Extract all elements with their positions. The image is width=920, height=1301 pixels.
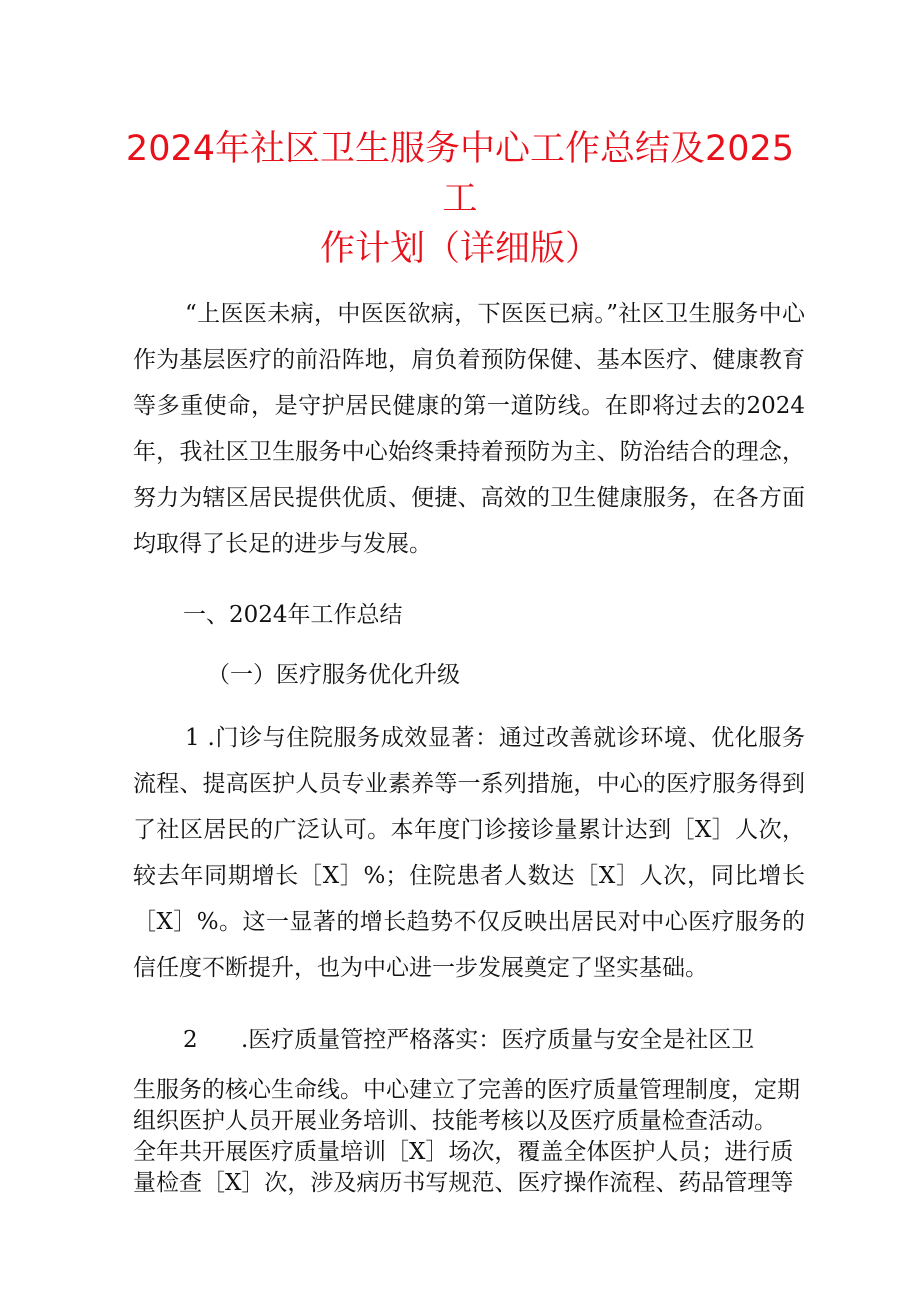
item-2-number: 2 — [183, 1027, 198, 1053]
title-line-1: 2024年社区卫生服务中心工作总结及2025工 — [125, 129, 795, 219]
item-1-paragraph: 1 .门诊与住院服务成效显著：通过改善就诊环境、优化服务流程、提高医护人员专业素养等一系列措施，中心的医疗服务得到了社区居民的广泛认可。本年度门诊接诊量累计达到［X］人次，较去年同期增长［X］%；住院患者人数达［X］人次，同比增长［X］%。这一显著的增长趋势不仅反映出居民对中心医疗服务的信任度不断提升，也为中心进一步发展奠定了坚实基础。 — [133, 725, 805, 981]
document-title — [120, 124, 800, 274]
item-2-line: 量检查［X］次，涉及病历书写规范、医疗操作流程、药品管理等 — [133, 1170, 794, 1196]
section-heading: 一、2024年工作总结 — [183, 602, 403, 628]
item-2-first-line: .医疗质量管控严格落实：医疗质量与安全是社区卫 — [241, 1027, 755, 1053]
intro-paragraph: “上医医未病，中医医欲病，下医医已病。”社区卫生服务中心作为基层医疗的前沿阵地，肩负着预防保健、基本医疗、健康教育等多重使命，是守护居民健康的第一道防线。在即将过去的2024年，我社区卫生服务中心始终秉持着预防为主、防治结合的理念，努力为辖区居民提供优质、便捷、高效的卫生健康服务，在各方面均取得了长足的进步与发展。 — [133, 301, 805, 557]
item-2-line: 组织医护人员开展业务培训、技能考核以及医疗质量检查活动。 — [133, 1108, 777, 1134]
title-line-2: 作计划（详细版） — [319, 229, 600, 269]
item-2-line: 全年共开展医疗质量培训［X］场次，覆盖全体医护人员；进行质 — [133, 1139, 794, 1165]
item-2-line: 生服务的核心生命线。中心建立了完善的医疗质量管理制度，定期 — [133, 1077, 800, 1103]
subsection-heading: （一）医疗服务优化升级 — [207, 662, 460, 688]
